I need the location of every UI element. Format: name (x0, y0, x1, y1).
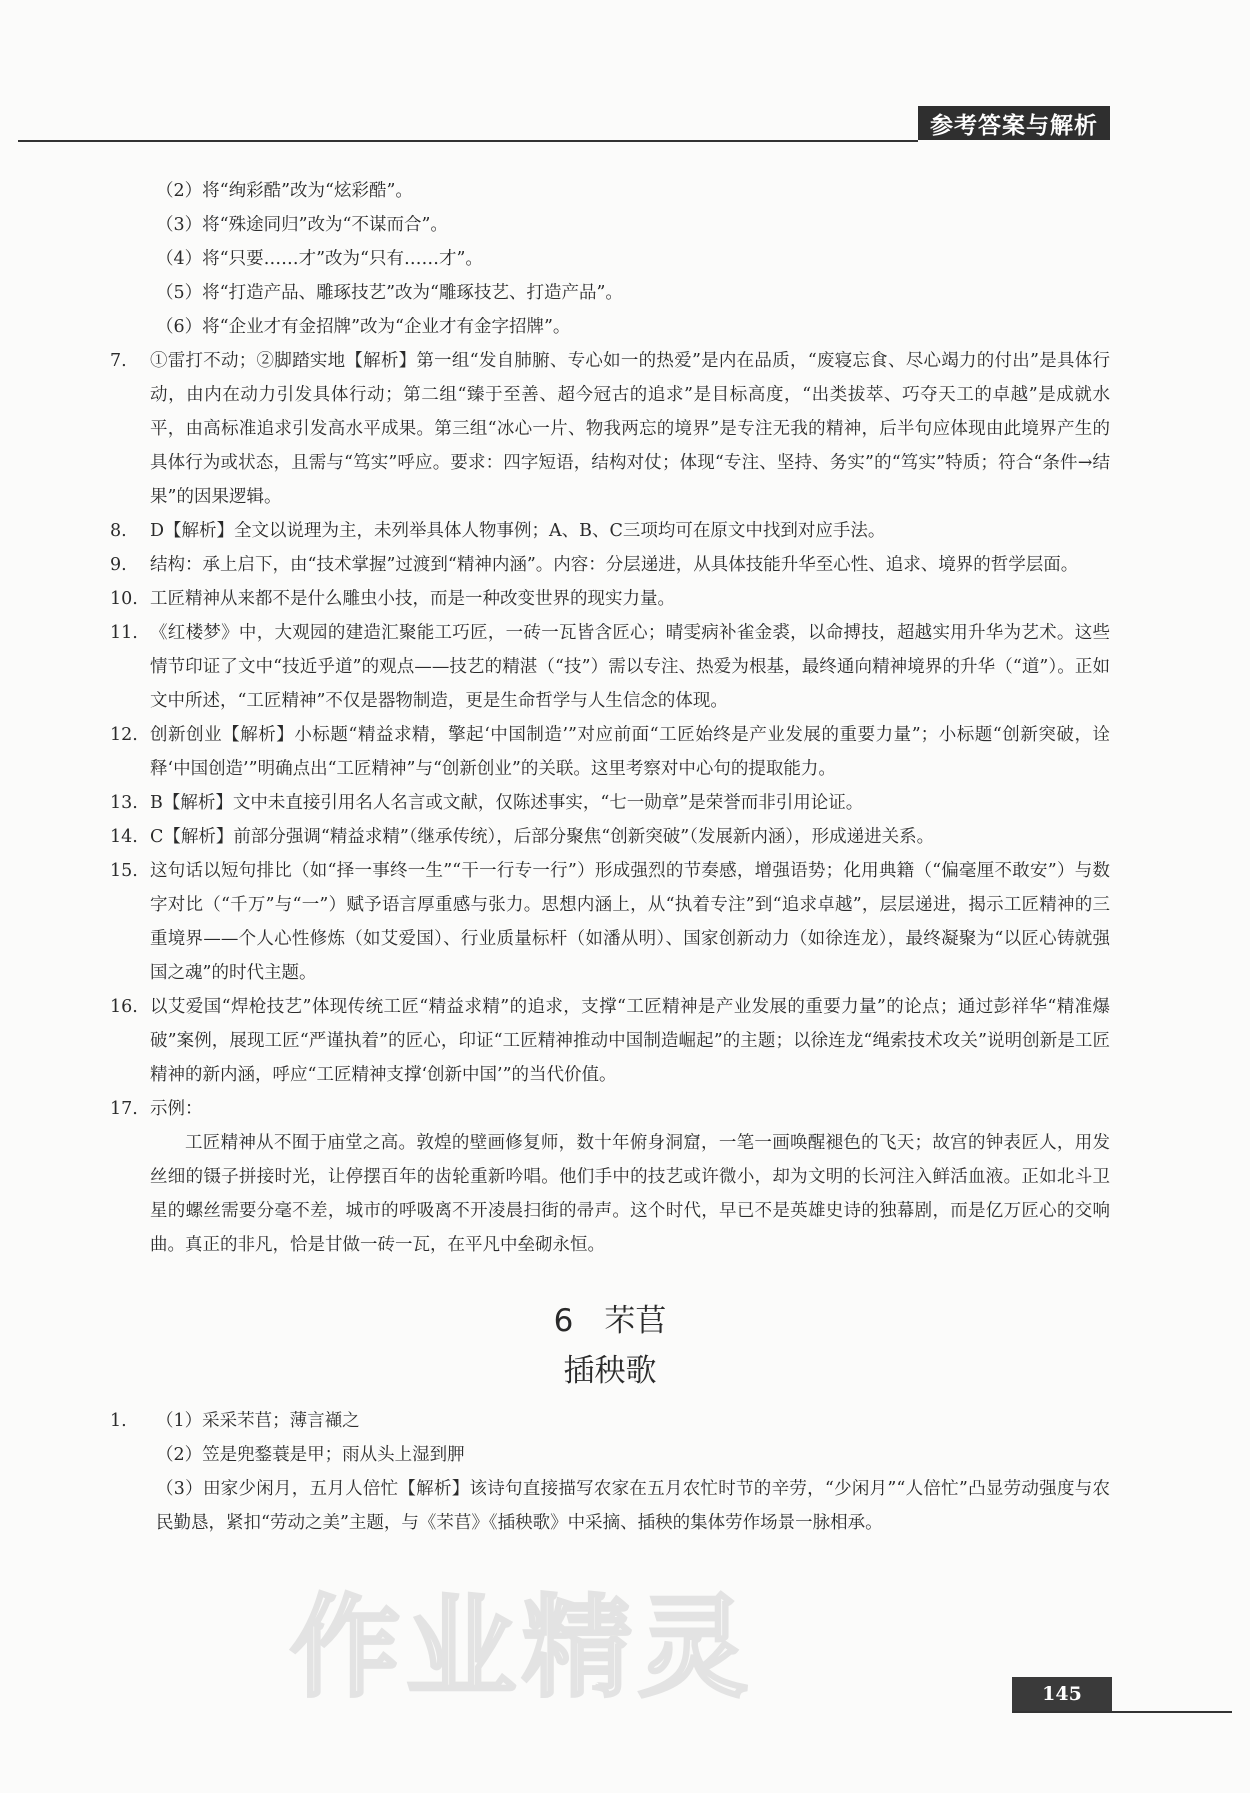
answer-content (110, 174, 1110, 1540)
answer-item (110, 344, 1110, 514)
footer-rule (1012, 1711, 1232, 1713)
example-paragraph: 工匠精神从不囿于庙堂之高。敦煌的壁画修复师，数十年俯身洞窟，一笔一画唤醒褪色的飞天；故宫的钟表匠人，用发丝细的镊子拼接时光，让停摆百年的齿轮重新吟唱。他们手中的技艺或许微小，却为文明的长河注入鲜活血液。正如北斗卫星的螺丝需要分毫不差，城市的呼吸离不开凌晨扫街的帚声。这个时代，早已不是英雄史诗的独幕剧，而是亿万匠心的交响曲。真正的非凡，恰是甘做一砖一瓦，在平凡中垒砌永恒。 (150, 1133, 1110, 1255)
sub-item: （1）采采芣苢；薄言襭之 (156, 1411, 360, 1431)
item-text: 《红楼梦》中，大观园的建造汇聚能工巧匠，一砖一瓦皆含匠心；晴雯病补雀金裘，以命搏技，超越实用升华为艺术。这些情节印证了文中“技近乎道”的观点——技艺的精湛（“技”）需以专注、热爱为根基，最终通向精神境界的升华（“道”）。正如文中所述，“工匠精神”不仅是器物制造，更是生命哲学与人生信念的体现。 (150, 623, 1110, 711)
item-number: 17. (110, 1099, 138, 1119)
header-title: 参考答案与解析 (918, 106, 1110, 140)
item-text: 创新创业【解析】小标题“精益求精，擎起‘中国制造’”对应前面“工匠始终是产业发展的重要力量”；小标题“创新突破，诠释‘中国创造’”明确点出“工匠精神”与“创新创业”的关联。这里考察对中心句的提取能力。 (150, 725, 1110, 779)
item-text: 以艾爱国“焊枪技艺”体现传统工匠“精益求精”的追求，支撑“工匠精神是产业发展的重要力量”的论点；通过彭祥华“精准爆破”案例，展现工匠“严谨执着”的匠心，印证“工匠精神推动中国制造崛起”的主题；以徐连龙“绳索技术攻关”说明创新是工匠精神的新内涵，呼应“工匠精神支撑‘创新中国’”的当代价值。 (150, 997, 1110, 1085)
item-number: 15. (110, 861, 138, 881)
answer-item (110, 786, 1110, 820)
item-text: 结构：承上启下，由“技术掌握”过渡到“精神内涵”。内容：分层递进，从具体技能升华至心性、追求、境界的哲学层面。 (150, 555, 1079, 575)
item-text: 这句话以短句排比（如“择一事终一生”“干一行专一行”）形成强烈的节奏感，增强语势；化用典籍（“偏毫厘不敢安”）与数字对比（“千万”与“一”）赋予语言厚重感与张力。思想内涵上，从“执着专注”到“追求卓越”，层层递进，揭示工匠精神的三重境界——个人心性修炼（如艾爱国）、行业质量标杆（如潘从明）、国家创新动力（如徐连龙），最终凝聚为“以匠心铸就强国之魂”的时代主题。 (150, 861, 1110, 983)
page-number: 145 (1012, 1677, 1112, 1711)
answer-item (110, 854, 1110, 990)
section-answers (110, 1404, 1110, 1540)
sub-item: （3）将“殊途同归”改为“不谋而合”。 (156, 215, 448, 235)
answer-item (110, 1404, 1110, 1438)
item-number: 16. (110, 997, 138, 1017)
sub-item: （5）将“打造产品、雕琢技艺”改为“雕琢技艺、打造产品”。 (156, 283, 623, 303)
answer-item (110, 1092, 1110, 1126)
item-number: 11. (110, 623, 138, 643)
answer-item (110, 548, 1110, 582)
item-number: 8. (110, 521, 127, 541)
item-number: 14. (110, 827, 138, 847)
answer-item (110, 718, 1110, 786)
answer-item (110, 582, 1110, 616)
sub-item: （3）田家少闲月，五月人倍忙【解析】该诗句直接描写农家在五月农忙时节的辛劳，“少闲月”“人倍忙”凸显劳动强度与农民勤恳，紧扣“劳动之美”主题，与《芣苢》《插秧歌》中采摘、插秧的集体劳作场景一脉相承。 (156, 1479, 1110, 1533)
item-text: D【解析】全文以说理为主，未列举具体人物事例；A、B、C三项均可在原文中找到对应手法。 (150, 521, 886, 541)
item-number: 12. (110, 725, 138, 745)
sub-item: （2）将“绚彩酷”改为“炫彩酷”。 (156, 181, 413, 201)
watermark: 作业精灵 (290, 1584, 754, 1712)
answer-item (110, 616, 1110, 718)
header-rule (18, 140, 918, 142)
item-number: 13. (110, 793, 138, 813)
item-text: 工匠精神从来都不是什么雕虫小技，而是一种改变世界的现实力量。 (150, 589, 675, 609)
section-subtitle: 插秧歌 (563, 1353, 657, 1389)
item-text: 示例： (150, 1099, 203, 1119)
item-number: 7. (110, 351, 127, 371)
sub-item: （6）将“企业才有金招牌”改为“企业才有金字招牌”。 (156, 317, 571, 337)
answer-item (110, 820, 1110, 854)
item-number: 10. (110, 589, 138, 609)
answer-item (110, 990, 1110, 1092)
sub-item: （2）笠是兜鍪蓑是甲；雨从头上湿到胛 (156, 1445, 465, 1465)
sub-item: （4）将“只要……才”改为“只有……才”。 (156, 249, 483, 269)
item-number: 1. (110, 1411, 127, 1431)
answer-item (110, 514, 1110, 548)
section-title: 6 芣苢 (553, 1303, 667, 1339)
item-text: C【解析】前部分强调“精益求精”（继承传统），后部分聚焦“创新突破”（发展新内涵），形成递进关系。 (150, 827, 935, 847)
item-text: B【解析】文中未直接引用名人名言或文献，仅陈述事实，“七一勋章”是荣誉而非引用论证。 (150, 793, 864, 813)
item-text: ①雷打不动；②脚踏实地【解析】第一组“发自肺腑、专心如一的热爱”是内在品质，“废寝忘食、尽心竭力的付出”是具体行动，由内在动力引发具体行动；第二组“臻于至善、超今冠古的追求”是目标高度，“出类拔萃、巧夺天工的卓越”是成就水平，由高标准追求引发高水平成果。第三组“冰心一片、物我两忘的境界”是专注无我的精神，后半句应体现由此境界产生的具体行为或状态，且需与“笃实”呼应。要求：四字短语，结构对仗；体现“专注、坚持、务实”的“笃实”特质；符合“条件→结果”的因果逻辑。 (150, 351, 1110, 507)
item-number: 9. (110, 555, 127, 575)
